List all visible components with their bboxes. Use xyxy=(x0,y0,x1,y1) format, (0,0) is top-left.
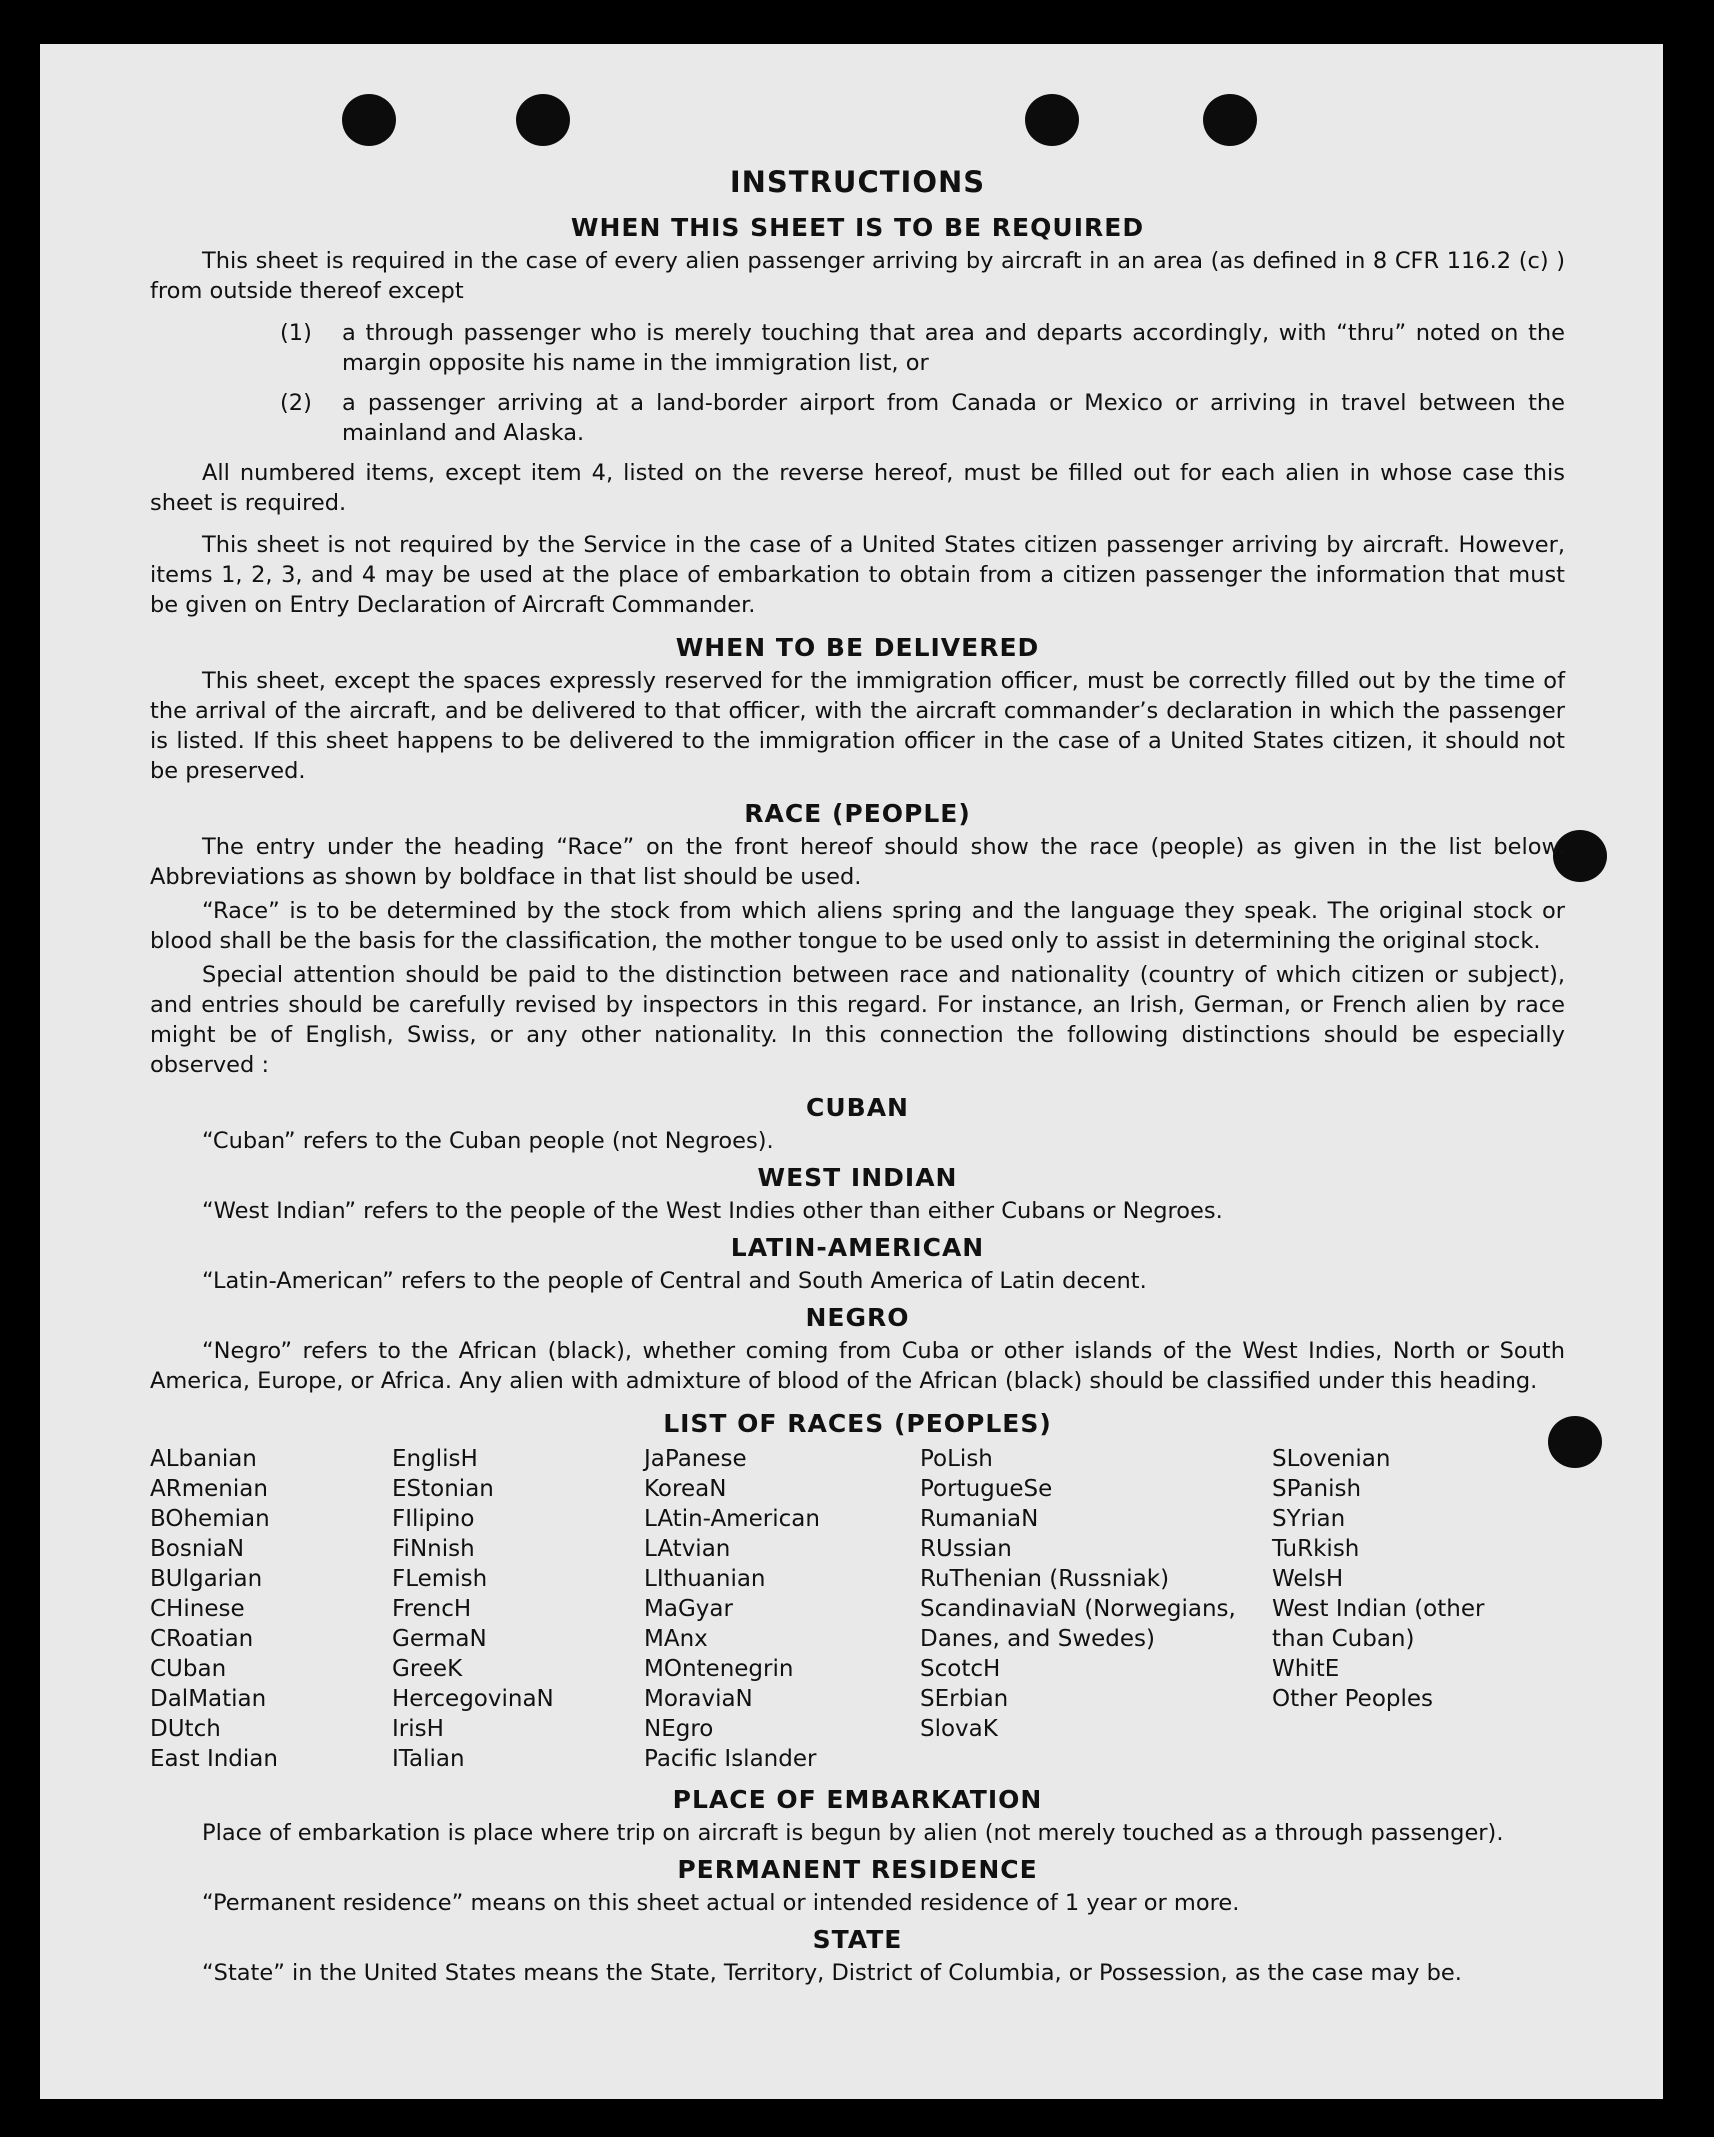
race-entry: FIlipino xyxy=(392,1506,475,1532)
race-entry: FLemish xyxy=(392,1566,488,1592)
race-column xyxy=(1272,1444,1542,1774)
race-entry: HercegovinaN xyxy=(392,1686,554,1712)
item-text: a passenger arriving at a land-border airport from Canada or Mexico or arriving in travel between the mainland and Alaska. xyxy=(342,390,1565,446)
race-entry: DalMatian xyxy=(150,1686,267,1712)
race-entry: MoraviaN xyxy=(644,1686,753,1712)
race-column xyxy=(920,1444,1272,1774)
heading-state: STATE xyxy=(812,1925,903,1954)
race-paragraph: The entry under the heading “Race” on the front hereof should show the race (people) as given in the list below. Abbreviations as shown by boldface in that list should be used. xyxy=(150,834,1565,890)
race-entry: MOntenegrin xyxy=(644,1656,794,1682)
required-intro: This sheet is required in the case of every alien passenger arriving by aircraft in an area (as defined in 8 CFR 116.2 (c) ) from outside thereof except xyxy=(150,248,1565,304)
delivered-text: This sheet, except the spaces expressly reserved for the immigration officer, must be correctly filled out by the time of the arrival of the aircraft, and be delivered to that officer, with the aircraft commander’s declaration in which the passenger is listed. If this sheet happens to be delivered to the immigration officer in the case of a United States citizen, it should not be preserved. xyxy=(150,668,1565,784)
race-entry: SErbian xyxy=(920,1686,1009,1712)
race-entry: SlovaK xyxy=(920,1716,998,1742)
race-entry: SPanish xyxy=(1272,1476,1362,1502)
race-entry: ARmenian xyxy=(150,1476,268,1502)
race-entry: RUssian xyxy=(920,1536,1012,1562)
punch-hole xyxy=(342,94,396,146)
race-entry: ITalian xyxy=(392,1746,465,1772)
race-entry: GreeK xyxy=(392,1656,463,1682)
race-column xyxy=(392,1444,644,1774)
race-entry: JaPanese xyxy=(644,1446,747,1472)
race-column xyxy=(644,1444,920,1774)
race-entry: TuRkish xyxy=(1272,1536,1360,1562)
race-entry: CRoatian xyxy=(150,1626,254,1652)
punch-hole xyxy=(1203,94,1257,146)
race-entry: PortugueSe xyxy=(920,1476,1053,1502)
race-entry: BUlgarian xyxy=(150,1566,263,1592)
race-entry: KoreaN xyxy=(644,1476,727,1502)
race-entry: EnglisH xyxy=(392,1446,478,1472)
race-entry: Other Peoples xyxy=(1272,1686,1434,1712)
cuban-text: “Cuban” refers to the Cuban people (not Negroes). xyxy=(202,1128,774,1154)
heading-latin-american: LATIN-AMERICAN xyxy=(730,1233,985,1262)
race-entry: GermaN xyxy=(392,1626,487,1652)
race-entry: IrisH xyxy=(392,1716,444,1742)
race-entry: LAtvian xyxy=(644,1536,731,1562)
exception-item xyxy=(150,388,1565,448)
race-entry: East Indian xyxy=(150,1746,278,1772)
race-entry: LIthuanian xyxy=(644,1566,766,1592)
heading-list-of-races: LIST OF RACES (PEOPLES) xyxy=(663,1409,1052,1438)
race-entry: MAnx xyxy=(644,1626,708,1652)
race-entry: BOhemian xyxy=(150,1506,270,1532)
state-text: “State” in the United States means the State, Territory, District of Columbia, or Possession, as the case may be. xyxy=(202,1960,1462,1986)
race-entry: West Indian (other than Cuban) xyxy=(1272,1596,1485,1652)
required-paragraph: All numbered items, except item 4, listed on the reverse hereof, must be filled out for each alien in whose case this sheet is required. xyxy=(150,460,1565,516)
heading-embarkation: PLACE OF EMBARKATION xyxy=(672,1785,1043,1814)
residence-text: “Permanent residence” means on this sheet actual or intended residence of 1 year or more. xyxy=(202,1890,1240,1916)
race-entry: SYrian xyxy=(1272,1506,1346,1532)
embarkation-text: Place of embarkation is place where trip on aircraft is begun by alien (not merely touched as a through passenger). xyxy=(202,1820,1504,1846)
race-entry: DUtch xyxy=(150,1716,221,1742)
race-entry: LAtin-American xyxy=(644,1506,820,1532)
exception-item xyxy=(150,318,1565,378)
instructions-content xyxy=(150,164,1565,1992)
race-entry: MaGyar xyxy=(644,1596,733,1622)
race-entry: FrencH xyxy=(392,1596,472,1622)
west-indian-text: “West Indian” refers to the people of the West Indies other than either Cubans or Negroes. xyxy=(202,1198,1223,1224)
race-column xyxy=(150,1444,392,1774)
race-paragraph: “Race” is to be determined by the stock from which aliens spring and the language they speak. The original stock or blood shall be the basis for the classification, the mother tongue to be used only to assist in determining the original stock. xyxy=(150,898,1565,954)
race-entry: PoLish xyxy=(920,1446,993,1472)
heading-west-indian: WEST INDIAN xyxy=(757,1163,958,1192)
punch-hole xyxy=(516,94,570,146)
page-title: INSTRUCTIONS xyxy=(729,165,986,199)
race-entry: CUban xyxy=(150,1656,227,1682)
race-entry: WhitE xyxy=(1272,1656,1340,1682)
race-paragraph: Special attention should be paid to the distinction between race and nationality (country of which citizen or subject), and entries should be carefully revised by inspectors in this regard. For instance, an Irish, German, or French alien by race might be of English, Swiss, or any other nationality. In this connection the following distinctions should be especially observed : xyxy=(150,962,1565,1078)
race-entry: RuThenian (Russniak) xyxy=(920,1566,1170,1592)
race-entry: ScotcH xyxy=(920,1656,1001,1682)
race-entry: SLovenian xyxy=(1272,1446,1391,1472)
race-entry: EStonian xyxy=(392,1476,494,1502)
race-entry: BosniaN xyxy=(150,1536,245,1562)
race-list xyxy=(150,1444,1565,1774)
heading-negro: NEGRO xyxy=(805,1303,910,1332)
item-number: (2) xyxy=(280,390,312,416)
race-entry: CHinese xyxy=(150,1596,245,1622)
heading-when-required: WHEN THIS SHEET IS TO BE REQUIRED xyxy=(570,213,1145,242)
race-entry: WelsH xyxy=(1272,1566,1344,1592)
document-sheet xyxy=(40,44,1663,2099)
item-text: a through passenger who is merely touching that area and departs accordingly, with “thru” noted on the margin opposite his name in the immigration list, or xyxy=(342,320,1565,376)
punch-hole xyxy=(1025,94,1079,146)
negro-text: “Negro” refers to the African (black), whether coming from Cuba or other islands of the West Indies, North or South America, Europe, or Africa. Any alien with admixture of blood of the African (black) should be classified under this heading. xyxy=(150,1338,1565,1394)
race-entry: RumaniaN xyxy=(920,1506,1039,1532)
race-entry: ALbanian xyxy=(150,1446,257,1472)
heading-cuban: CUBAN xyxy=(806,1093,909,1122)
required-paragraph: This sheet is not required by the Service in the case of a United States citizen passenger arriving by aircraft. However, items 1, 2, 3, and 4 may be used at the place of embarkation to obtain from a citizen passenger the information that must be given on Entry Declaration of Aircraft Commander. xyxy=(150,532,1565,618)
race-entry: ScandinaviaN (Norwegians, Danes, and Swedes) xyxy=(920,1596,1236,1652)
race-entry: FiNnish xyxy=(392,1536,475,1562)
latin-american-text: “Latin-American” refers to the people of Central and South America of Latin decent. xyxy=(202,1268,1147,1294)
heading-race: RACE (PEOPLE) xyxy=(744,799,971,828)
heading-when-delivered: WHEN TO BE DELIVERED xyxy=(675,633,1040,662)
race-entry: NEgro xyxy=(644,1716,714,1742)
item-number: (1) xyxy=(280,320,312,346)
race-entry: Pacific Islander xyxy=(644,1746,817,1772)
heading-residence: PERMANENT RESIDENCE xyxy=(677,1855,1038,1884)
